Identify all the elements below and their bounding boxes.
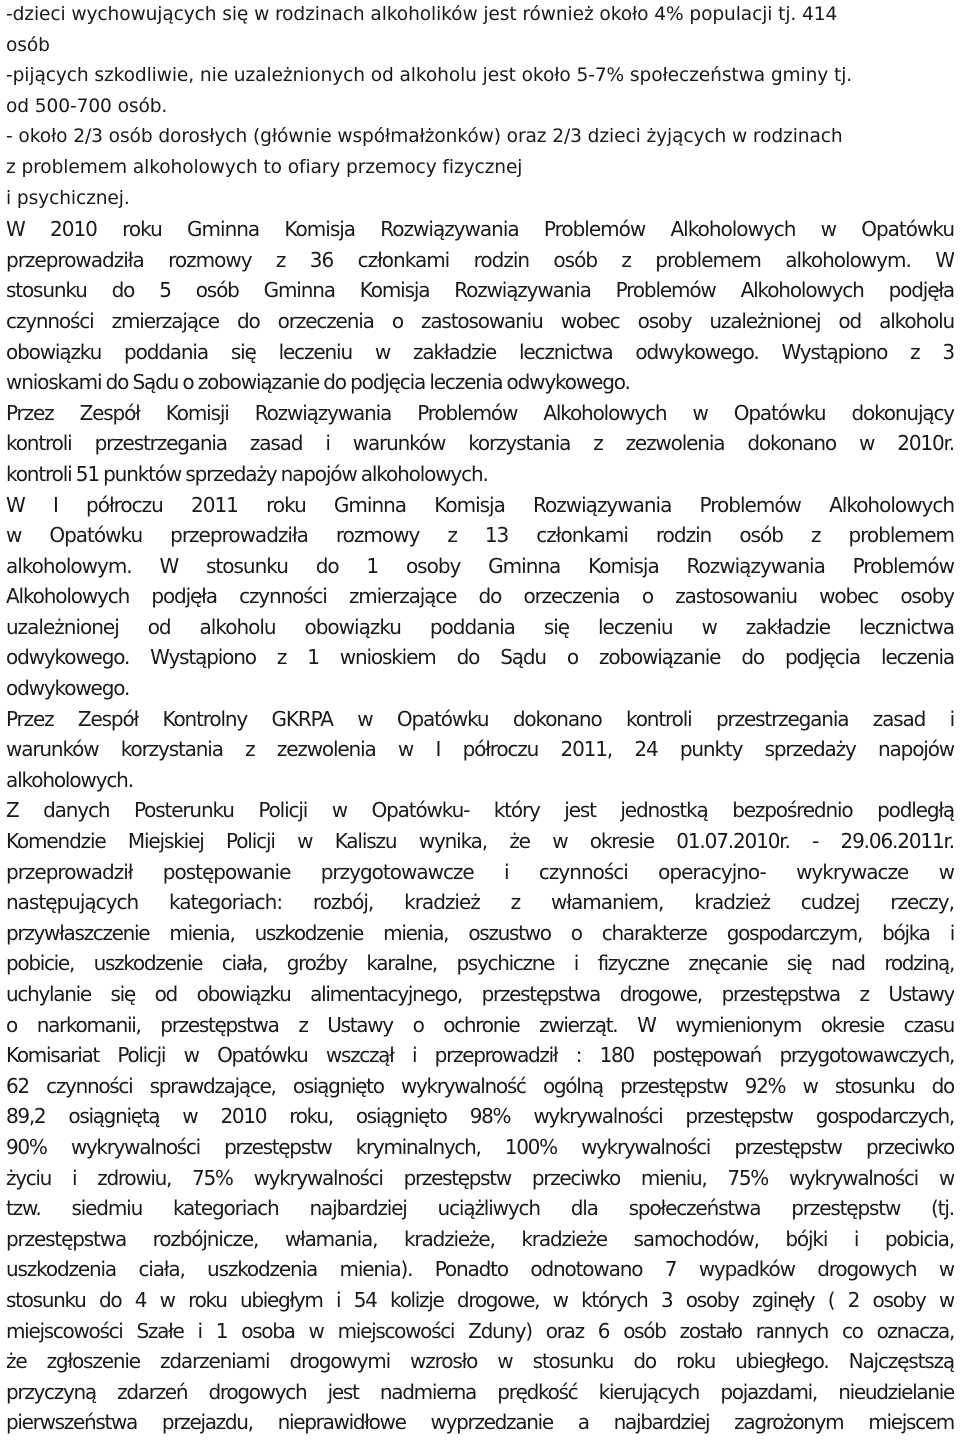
document-page	[6, 0, 954, 1438]
text-line: - około 2/3 osób dorosłych (głównie współmałżonków) oraz 2/3 dzieci żyjących w rodzinach	[6, 126, 843, 148]
text-line: tzw. siedmiu kategoriach najbardziej uciążliwych dla społeczeństwa przestępstw (tj.	[6, 1196, 954, 1221]
text-line: W 2010 roku Gminna Komisja Rozwiązywania Problemów Alkoholowych w Opatówku	[6, 217, 954, 242]
text-line: -dzieci wychowujących się w rodzinach alkoholików jest również około 4% populacji tj. 414	[6, 4, 838, 25]
text-line: Komendzie Miejskiej Policji w Kaliszu wynika, że w okresie 01.07.2010r. - 29.06.2011r.	[6, 829, 954, 854]
text-line: wnioskami do Sądu o zobowiązanie do podjęcia leczenia odwykowego.	[6, 370, 630, 395]
text-line: uszkodzenia ciała, uszkodzenia mienia). Ponadto odnotowano 7 wypadków drogowych w	[6, 1257, 954, 1282]
text-line: Komisariat Policji w Opatówku wszczął i przeprowadził : 180 postępowań przygotowawczych,	[6, 1043, 954, 1068]
text-line: z problemem alkoholowych to ofiary przemocy fizycznej	[6, 156, 523, 178]
text-line: przeprowadziła rozmowy z 36 członkami rodzin osób z problemem alkoholowym. W	[6, 247, 954, 272]
text-line: Alkoholowych podjęła czynności zmierzające do orzeczenia o zastosowaniu wobec osoby	[6, 584, 954, 609]
text-line: 62 czynności sprawdzające, osiągnięto wykrywalność ogólną przestępstw 92% w stosunku do	[6, 1073, 954, 1098]
text-line: przywłaszczenie mienia, uszkodzenie mienia, oszustwo o charakterze gospodarczym, bójka i	[6, 920, 954, 945]
text-line: przestępstwa rozbójnicze, włamania, kradzieże, kradzieże samochodów, bójki i pobicia,	[6, 1226, 954, 1251]
text-line: pobicie, uszkodzenie ciała, groźby karalne, psychiczne i fizyczne znęcanie się nad rodziną,	[6, 951, 954, 976]
text-line: kontroli przestrzegania zasad i warunków korzystania z zezwolenia dokonano w 2010r.	[6, 431, 954, 456]
text-line: przyczyną zdarzeń drogowych jest nadmierna prędkość kierujących pojazdami, nieudzielanie	[6, 1379, 954, 1404]
text-line: osób	[6, 34, 50, 56]
text-line: odwykowego.	[6, 676, 130, 701]
text-line: od 500-700 osób.	[6, 95, 168, 117]
text-line: pierwszeństwa przejazdu, nieprawidłowe wyprzedzanie a najbardziej zagrożonym miejscem	[6, 1410, 954, 1435]
text-line: W I półroczu 2011 roku Gminna Komisja Rozwiązywania Problemów Alkoholowych	[6, 492, 954, 517]
text-line: czynności zmierzające do orzeczenia o zastosowaniu wobec osoby uzależnionej od alkoholu	[6, 308, 954, 333]
text-line: że zgłoszenie zdarzeniami drogowymi wzrosło w stosunku do roku ubiegłego. Najczęstszą	[6, 1349, 954, 1374]
text-line: 89,2 osiągniętą w 2010 roku, osiągnięto 98% wykrywalności przestępstw gospodarczych,	[6, 1104, 954, 1129]
text-line: Przez Zespół Kontrolny GKRPA w Opatówku dokonano kontroli przestrzegania zasad i	[6, 706, 954, 731]
text-line: o narkomanii, przestępstwa z Ustawy o ochronie zwierząt. W wymienionym okresie czasu	[6, 1012, 954, 1037]
text-line: Z danych Posterunku Policji w Opatówku- który jest jednostką bezpośrednio podległą	[6, 798, 954, 823]
text-line: Przez Zespół Komisji Rozwiązywania Problemów Alkoholowych w Opatówku dokonujący	[6, 400, 954, 425]
text-line: 90% wykrywalności przestępstw kryminalnych, 100% wykrywalności przestępstw przeciwko	[6, 1134, 954, 1159]
text-line: miejscowości Szałe i 1 osoba w miejscowości Zduny) oraz 6 osób zostało rannych co oznacza,	[6, 1318, 954, 1343]
text-line: obowiązku poddania się leczeniu w zakładzie lecznictwa odwykowego. Wystąpiono z 3	[6, 339, 954, 364]
text-line: alkoholowych.	[6, 767, 133, 792]
text-line: alkoholowym. W stosunku do 1 osoby Gminna Komisja Rozwiązywania Problemów	[6, 553, 954, 578]
text-line: uchylanie się od obowiązku alimentacyjnego, przestępstwa drogowe, przestępstwa z Ustawy	[6, 982, 954, 1006]
text-line: uzależnionej od alkoholu obowiązku poddania się leczeniu w zakładzie lecznictwa	[6, 614, 954, 639]
text-line: kontroli 51 punktów sprzedaży napojów alkoholowych.	[6, 461, 488, 486]
text-line: -pijących szkodliwie, nie uzależnionych od alkoholu jest około 5-7% społeczeństwa gminy tj.	[6, 65, 853, 87]
text-line: stosunku do 4 w roku ubiegłym i 54 kolizje drogowe, w których 3 osoby zginęły ( 2 osoby w	[6, 1287, 954, 1312]
text-line: stosunku do 5 osób Gminna Komisja Rozwiązywania Problemów Alkoholowych podjęła	[6, 278, 954, 303]
text-line: życiu i zdrowiu, 75% wykrywalności przestępstw przeciwko mieniu, 75% wykrywalności w	[6, 1165, 954, 1190]
text-line: w Opatówku przeprowadziła rozmowy z 13 członkami rodzin osób z problemem	[6, 523, 954, 548]
text-line: warunków korzystania z zezwolenia w I półroczu 2011, 24 punkty sprzedaży napojów	[6, 737, 954, 762]
text-line: przeprowadził postępowanie przygotowawcze i czynności operacyjno- wykrywacze w	[6, 859, 954, 884]
text-line: i psychicznej.	[6, 187, 130, 209]
text-line: następujących kategoriach: rozbój, kradzież z włamaniem, kradzież cudzej rzeczy,	[6, 890, 954, 915]
text-line: odwykowego. Wystąpiono z 1 wnioskiem do Sądu o zobowiązanie do podjęcia leczenia	[6, 645, 954, 670]
